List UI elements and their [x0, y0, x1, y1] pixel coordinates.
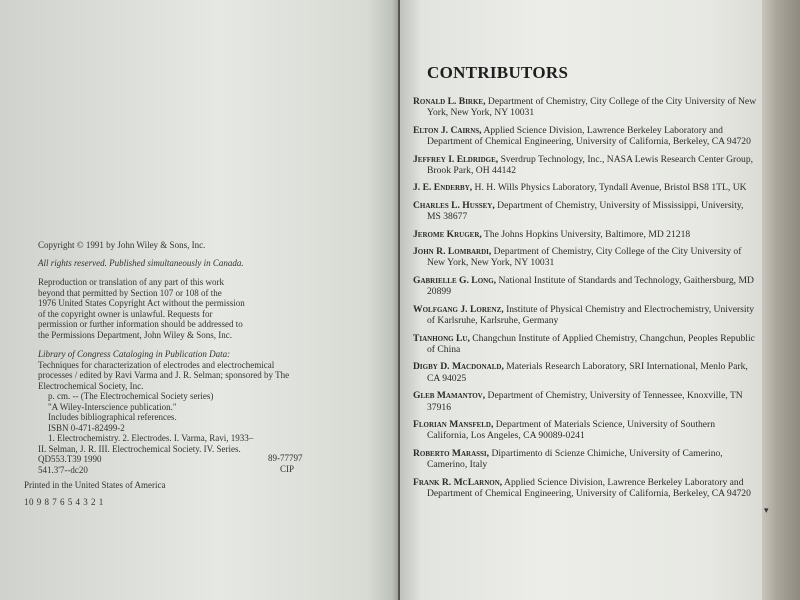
- reproduction-line: 1976 United States Copyright Act without the permission: [38, 298, 245, 308]
- contributor-affiliation: Dipartimento di Scienze Chimiche, University of Camerino, Camerino, Italy: [427, 447, 723, 471]
- contributor-name: Jerome Kruger,: [413, 228, 482, 240]
- cip-label: CIP: [280, 463, 295, 474]
- contributor-name: John R. Lombardi,: [413, 246, 492, 258]
- contributor-name: Wolfgang J. Lorenz,: [413, 303, 504, 315]
- contributor-entry: [413, 275, 758, 298]
- contributor-entry: [413, 125, 758, 148]
- cip-line: ISBN 0-471-82499-2: [48, 422, 125, 433]
- reproduction-line: the Permissions Department, John Wiley & Sons, Inc.: [38, 329, 232, 340]
- left-page: [0, 0, 398, 600]
- cip-line: QD553.T39 1990: [38, 454, 102, 464]
- cip-line: Electrochemical Society, Inc.: [38, 380, 144, 391]
- contributor-affiliation: Institute of Physical Chemistry and Electrochemistry, University of Karlsruhe, Karlsruhe, Germany: [427, 303, 755, 327]
- cip-line: II. Selman, J. R. III. Electrochemical Society. IV. Series.: [38, 443, 241, 454]
- contributor-name: Ronald L. Birke,: [413, 96, 486, 107]
- cip-line: Includes bibliographical references.: [48, 412, 177, 422]
- contributor-affiliation: H. H. Wills Physics Laboratory, Tyndall Avenue, Bristol BS8 1TL, UK: [472, 182, 747, 194]
- contributor-affiliation: Department of Chemistry, University of Mississippi, University, MS 38677: [427, 199, 744, 223]
- copyright-line: Copyright © 1991 by John Wiley & Sons, Inc.: [38, 240, 206, 250]
- cip-heading: Library of Congress Cataloging in Publication Data:: [38, 349, 231, 359]
- cip-line: processes / edited by Ravi Varma and J. R. Selman; sponsored by The: [38, 370, 290, 380]
- cip-number-block: [268, 453, 303, 474]
- reproduction-line: Reproduction or translation of any part of this work: [38, 277, 224, 287]
- cip-line: p. cm. -- (The Electrochemical Society series): [48, 391, 214, 401]
- contributor-affiliation: National Institute of Standards and Technology, Gaithersburg, MD 20899: [427, 274, 754, 298]
- contributor-entry: [413, 477, 758, 500]
- contributor-entry: [413, 154, 758, 177]
- reproduction-line: permission or further information should be addressed to: [38, 319, 243, 329]
- rights-line: All rights reserved. Published simultaneously in Canada.: [38, 257, 244, 268]
- contributor-name: Gleb Mamantov,: [413, 390, 486, 402]
- contributor-name: Florian Mansfeld,: [413, 418, 494, 430]
- contributor-name: Charles L. Hussey,: [413, 199, 495, 211]
- cip-line: "A Wiley-Interscience publication.": [48, 401, 177, 412]
- contributor-name: Tianhong Lu,: [413, 332, 470, 344]
- cip-line: 541.3'7--dc20: [38, 464, 88, 475]
- contributor-entry: [413, 361, 758, 384]
- contributor-entry: [413, 200, 758, 223]
- contributor-entry: [413, 304, 758, 327]
- continuation-mark: ▾: [764, 505, 769, 515]
- contributor-entry: [413, 333, 758, 356]
- contributor-affiliation: Department of Materials Science, University of Southern California, Los Angeles, CA 90089-0241: [427, 418, 716, 442]
- printed-in: Printed in the United States of America: [24, 480, 166, 490]
- contributor-name: Gabrielle G. Long,: [413, 274, 497, 286]
- cip-line: 1. Electrochemistry. 2. Electrodes. I. Varma, Ravi, 1933–: [48, 433, 254, 443]
- contributor-affiliation: Department of Chemistry, City College of the City University of New York, New York, NY 10031: [427, 96, 757, 119]
- cip-number: 89-77797: [268, 453, 303, 463]
- reproduction-line: of the copyright owner is unlawful. Requests for: [38, 308, 213, 319]
- contributor-entry: [413, 96, 758, 119]
- contributor-entry: [413, 246, 758, 269]
- contributor-name: Jeffrey I. Eldridge,: [413, 153, 499, 165]
- contributor-name: Roberto Marassi,: [413, 447, 490, 459]
- page-title: CONTRIBUTORS: [427, 63, 569, 82]
- printing-digits: 10 9 8 7 6 5 4 3 2 1: [24, 497, 104, 507]
- contributors-list: [413, 96, 758, 505]
- contributor-entry: [413, 390, 758, 413]
- contributor-affiliation: The Johns Hopkins University, Baltimore, MD 21218: [481, 228, 691, 240]
- contributor-name: Frank R. McLarnon,: [413, 476, 503, 488]
- cip-line: Techniques for characterization of electrodes and electrochemical: [38, 359, 275, 370]
- contributor-affiliation: Materials Research Laboratory, SRI International, Menlo Park, CA 94025: [427, 361, 748, 384]
- contributor-entry: [413, 182, 758, 193]
- reproduction-line: beyond that permitted by Section 107 or 108 of the: [38, 287, 222, 298]
- copyright-block: [38, 240, 338, 475]
- contributor-entry: [413, 229, 758, 240]
- contributor-name: J. E. Enderby,: [413, 182, 473, 194]
- contributor-name: Elton J. Cairns,: [413, 124, 482, 136]
- contributor-affiliation: Sverdrup Technology, Inc., NASA Lewis Research Center Group, Brook Park, OH 44142: [427, 153, 754, 177]
- contributor-entry: [413, 419, 758, 442]
- contributor-affiliation: Department of Chemistry, University of Tennessee, Knoxville, TN 37916: [427, 390, 743, 413]
- contributor-name: Digby D. Macdonald,: [413, 361, 504, 373]
- contributor-affiliation: Applied Science Division, Lawrence Berkeley Laboratory and Department of Chemical Engineering, University of California, Berkeley, CA 94720: [427, 476, 751, 499]
- contributor-affiliation: Department of Chemistry, City College of the City University of New York, New York, NY 10031: [427, 246, 742, 269]
- contributor-affiliation: Changchun Institute of Applied Chemistry, Changchun, Peoples Republic of China: [427, 332, 755, 355]
- printing-info: [24, 480, 165, 508]
- contributor-affiliation: Applied Science Division, Lawrence Berkeley Laboratory and Department of Chemical Engineering, University of California, Berkeley, CA 94720: [427, 124, 751, 148]
- contributor-entry: [413, 448, 758, 471]
